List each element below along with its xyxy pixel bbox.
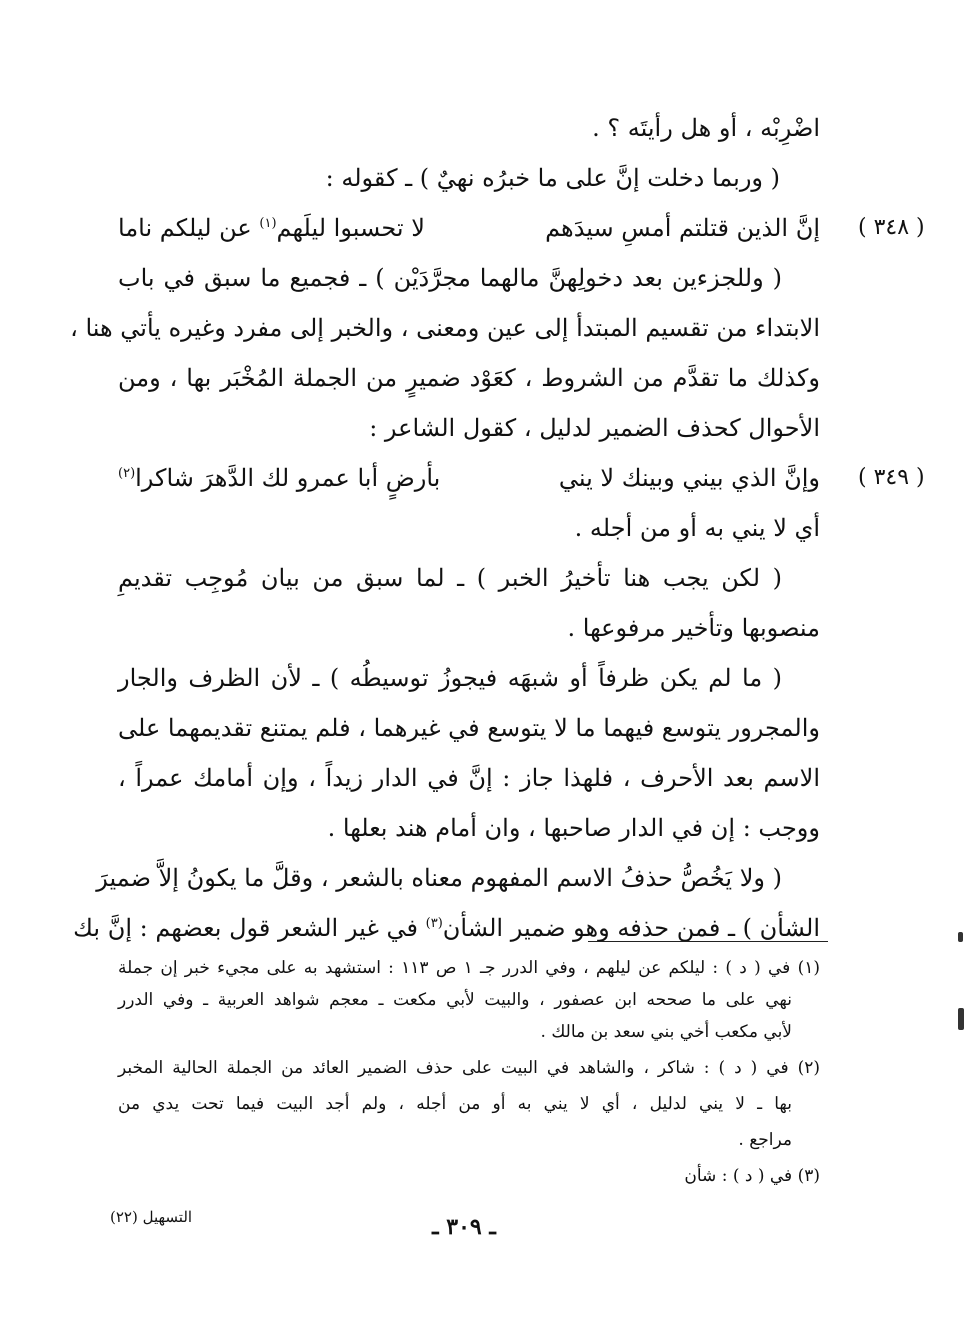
text-line: ووجب : إن في الدار صاحبها ، وان أمام هند بعلها . <box>327 814 820 842</box>
verse-number: ( ٣٤٨ ) <box>858 215 925 240</box>
text-line: الأحوال كحذف الضمير لدليل ، كقول الشاعر : <box>369 414 820 442</box>
text-segment: في غير الشعر قول بعضهم : إنَّ بك <box>73 914 418 942</box>
footnote-line: بها ـ لا يني لدليل ، أي لا يني به أو من أجله ، ولم أجد البيت فيما تحت يدي من <box>118 1094 792 1114</box>
verse-number: ( ٣٤٩ ) <box>858 465 925 490</box>
text-line: والمجرور يتوسع فيهما ما لا يتوسع في غيرهما ، فلم يمتنع تقديمهما على <box>118 714 820 742</box>
verse-second-part-a: لا تحسبوا ليلَهم <box>276 214 425 242</box>
footnote-ref: (٣) <box>425 916 443 931</box>
verse-first-hemistich: إنَّ الذين قتلتم أمسِ سيدَهم <box>545 214 820 242</box>
text-line: ( ولا يَخُصُّ حذفُ الاسم المفهوم معناه بالشعر ، وقلَّ ما يكونُ إلاَّ ضميرَ <box>96 864 782 892</box>
text-line: منصوبها وتأخير مرفوعها . <box>567 614 820 642</box>
footnote-line: مراجع . <box>738 1130 792 1150</box>
scan-mark <box>958 932 963 942</box>
page-number: ـ ٣٠٩ ـ <box>432 1214 496 1240</box>
verse-first-hemistich: وإنَّ الذي بيني وبينك لا يني <box>558 464 820 492</box>
footnote-line: (٣) في ( د ) : شأن <box>684 1166 820 1186</box>
text-line: وكذلك ما تقدَّم من الشروط ، كعَوْد ضميرٍ من الجملة المُخْبَر بها ، ومن <box>118 364 820 392</box>
verse-second-part-a: بأرضٍ أبا عمرو لك الدَّهرَ شاكرا <box>135 464 441 492</box>
footnotes <box>70 0 820 1200</box>
text-line: أي لا يني به أو من أجله . <box>574 514 820 542</box>
footnote-line: (٢) في ( د ) : شاكر ، والشاهد في البيت على حذف الضمير العائد من الجملة الحالية المخبر <box>118 1058 820 1078</box>
text-line: ( وللجزءين بعد دخولِهنَّ مالهما مجرَّدَيْن ) ـ فجميع ما سبق في باب <box>118 264 782 292</box>
running-title: التسهيل (٢٢) <box>110 1208 193 1226</box>
footnote-line: لأبي مكعب أخي بني سعد بن مالك . <box>540 1022 792 1042</box>
text-line: ( وربما دخلت إنَّ على ما خبرُه نهيٌ ) ـ كقوله : <box>325 164 780 192</box>
text-line: الابتداء من تقسيم المبتدأ إلى عين ومعنى ، والخبر إلى مفرد وغيره يأتي هنا ، <box>70 314 820 342</box>
text-line: ( لكن يجب هنا تأخيرُ الخبر ) ـ لما سبق من بيان مُوجِب تقديمِ <box>118 564 782 592</box>
verse-second-part-b: عن ليلكم ناما <box>118 214 252 242</box>
footnote-ref: (١) <box>259 216 277 231</box>
text-segment: الشأن ) ـ فمن حذفه وهو ضمير الشأن <box>442 914 820 942</box>
footnote-ref: (٢) <box>118 466 136 481</box>
footnote-line: (١) في ( د ) : ليلكم عن ليلهم ، وفي الدرر جـ ١ ص ١١٣ : استشهد به على مجيء خبر إن جملة <box>118 958 820 978</box>
text-line: اضْرِبْه ، أو هل رأيتَه ؟ . <box>592 114 820 142</box>
text-line: ( ما لم يكن ظرفاً أو شبهَه فيجوزُ توسيطُه ) ـ لأن الظرف والجار <box>118 664 782 692</box>
footnote-line: نهي على ما صححه ابن عصفور ، والبيت لأبي مكعت ـ معجم شواهد العربية ـ وفي الدرر <box>118 990 792 1010</box>
text-line: الاسم بعد الأحرف ، فلهذا جاز : إنَّ في الدار زيداً ، وإن أمامك عمراً ، <box>118 764 820 792</box>
scan-mark <box>958 1008 964 1030</box>
